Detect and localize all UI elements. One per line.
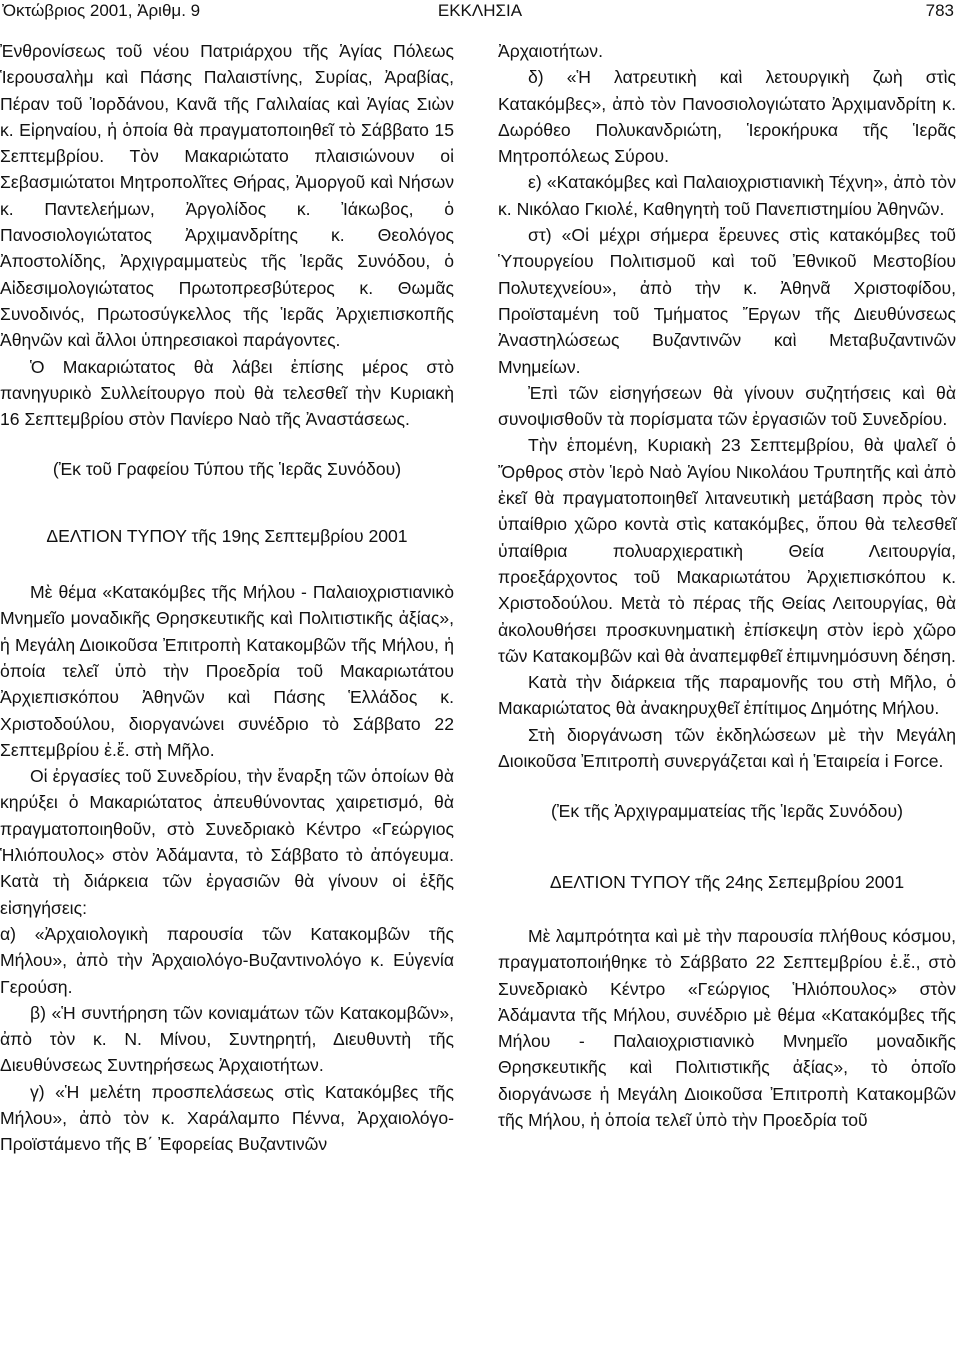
list-item: δ) «Ἡ λατρευτικὴ καὶ λετουργικὴ ζωὴ στὶς Κατακόμβες», ἀπὸ τὸν Πανοσιολογιώτατο Ἀρχιμανδρίτη κ. Δωρόθεο Πολυκανδριώτη, Ἱεροκήρυκα τῆς Ἱερᾶς Μητροπόλεως Σύρου. xyxy=(498,67,956,167)
paragraph: Οἱ ἐργασίες τοῦ Συνεδρίου, τὴν ἔναρξη τῶν ὁποίων θὰ κηρύξει ὁ Μακαριώτατος ἀπευθύνοντας χαιρετισμό, θὰ πραγματοποιηθοῦν, στὸ Συνεδριακὸ Κέντρο «Γεώργιος Ἡλιόπουλος» στὸν Ἀδάμαντα, τὸ Σάββατο τὸ ἀπόγευμα. Κατὰ τὴ διάρκεια τῶν ἐργασιῶν θὰ γίνουν οἱ ἑξῆς εἰσηγήσεις: xyxy=(0,766,454,918)
section-heading: ΔΕΛΤΙΟΝ ΤΥΠΟΥ τῆς 24ης Σεπεμβρίου 2001 xyxy=(549,871,905,892)
list-item: α) «Ἀρχαιολογικὴ παρουσία τῶν Κατακομβῶν τῆς Μήλου», ἀπὸ τὴν Ἀρχαιολόγο-Βυζαντινολόγο κ. Εὐγενία Γερούση. xyxy=(0,923,454,997)
paragraph: Τὴν ἑπομένη, Κυριακὴ 23 Σεπτεμβρίου, θὰ ψαλεῖ ὁ Ὄρθρος στὸν Ἱερὸ Ναὸ Ἁγίου Νικολάου Τρυπητῆς καὶ ἀπὸ ἐκεῖ θὰ πραγματοποιηθεῖ λιτανευτικὴ μετάβαση πρὸς τὸν ὑπαίθριο χῶρο κοντὰ στὶς κατακόμβες, ὅπου θὰ τελεσθεῖ ὑπαίθρια πολυαρχιερατικὴ Θεία Λειτουργία, προεξάρχοντος τοῦ Μακαριωτάτου Ἀρχιεπισκόπου κ. Χριστοδούλου. Μετὰ τὸ πέρας τῆς Θείας Λειτουργίας, θὰ ἀκολουθήσει προσκυνηματικὴ ἐπίσκεψη στὸν ἱερὸ χῶρο τῶν Κατακομβῶν καὶ θὰ ἀναπεμφθεῖ ἐπιμνημόσυνη δέηση. xyxy=(498,435,956,666)
paragraph: Ἐνθρονίσεως τοῦ νέου Πατριάρχου τῆς Ἁγίας Πόλεως Ἱερουσαλὴμ καὶ Πάσης Παλαιστίνης, Συρίας, Ἀραβίας, Πέραν τοῦ Ἰορδάνου, Κανᾶ τῆς Γαλιλαίας καὶ Ἁγίας Σιὼν κ. Εἰρηναίου, ἡ ὁποία θὰ πραγματοποιηθεῖ τὸ Σάββατο 15 Σεπτεμβρίου. Τὸν Μακαριώτατο πλαισιώνουν οἱ Σεβασμιώτατοι Μητροπολῖτες Θήρας, Ἀμοργοῦ καὶ Νήσων κ. Παντελεήμων, Ἀργολίδος κ. Ἰάκωβος, ὁ Πανοσιολογιώτατος Ἀρχιμανδρίτης κ. Θεολόγος Ἀποστολίδης, Ἀρχιγραμματεὺς τῆς Ἱερᾶς Συνόδου, ὁ Αἰδεσιμολογιώτατος Πρωτοπρεσβύτερος κ. Θωμᾶς Συνοδινός, Πρωτοσύγκελλος τῆς Ἱερᾶς Ἀρχιεπισκοπῆς Ἀθηνῶν καὶ ἄλλοι ὑπηρεσιακοὶ παράγοντες. xyxy=(0,41,454,351)
source-signature: (Ἐκ τῆς Ἀρχιγραμματείας τῆς Ἱερᾶς Συνόδου) xyxy=(551,801,903,822)
source-signature: (Ἐκ τοῦ Γραφείου Τύπου τῆς Ἱερᾶς Συνόδου) xyxy=(52,459,402,480)
issue-date: Ὀκτώβριος 2001, Ἀριθμ. 9 xyxy=(2,1,201,20)
paragraph: Στὴ διοργάνωση τῶν ἐκδηλώσεων μὲ τὴν Μεγάλη Διοικοῦσα Ἐπιτροπὴ συνεργάζεται καὶ ἡ Ἑταιρεία i Force. xyxy=(498,724,956,772)
list-item: γ) «Ἡ μελέτη προσπελάσεως στὶς Κατακόμβες τῆς Μήλου», ἀπὸ τὸν κ. Χαράλαμπο Πέννα, Ἀρχαιολόγο-Προϊστάμενο τῆς Β΄ Ἐφορείας Βυζαντινῶν xyxy=(0,1081,454,1155)
paragraph: Ἀρχαιοτήτων. xyxy=(498,41,603,61)
page-header xyxy=(0,0,960,24)
paragraph: Μὲ θέμα «Κατακόμβες τῆς Μήλου - Παλαιοχριστιανικὸ Μνημεῖο μοναδικῆς Θρησκευτικῆς καὶ Πολιτιστικῆς ἀξίας», ἡ Μεγάλη Διοικοῦσα Ἐπιτροπὴ Κατακομβῶν τῆς Μήλου, ἡ ὁποία τελεῖ ὑπὸ τὴν Προεδρία τοῦ Μακαριωτάτου Ἀρχιεπισκόπου Ἀθηνῶν καὶ Πάσης Ἑλλάδος κ. Χριστοδούλου, διοργανώνει συνέδριο τὸ Σάββατο 22 Σεπτεμβρίου ἐ.ἔ. στὴ Μῆλο. xyxy=(0,582,454,760)
journal-title: ΕΚΚΛΗΣΙΑ xyxy=(437,1,523,20)
list-item: β) «Ἡ συντήρηση τῶν κονιαμάτων τῶν Κατακομβῶν», ἀπὸ τὸν κ. Ν. Μίνου, Συντηρητή, Διευθυντὴ τῆς Διευθύνσεως Συντηρήσεως Ἀρχαιοτήτων. xyxy=(0,1002,454,1076)
paragraph: Ὁ Μακαριώτατος θὰ λάβει ἐπίσης μέρος στὸ πανηγυρικὸ Συλλείτουργο ποὺ θὰ τελεσθεῖ τὴν Κυριακὴ 16 Σεπτεμβρίου στὸν Πανίερο Ναὸ τῆς Ἀναστάσεως. xyxy=(0,356,454,430)
left-column xyxy=(0,38,454,1158)
page-number: 783 xyxy=(925,1,954,20)
list-item: στ) «Οἱ μέχρι σήμερα ἔρευνες στὶς κατακόμβες τοῦ Ὑπουργείου Πολιτισμοῦ καὶ τοῦ Ἐθνικοῦ Μεστοβίου Πολυτεχνείου», ἀπὸ τὴν κ. Ἀθηνᾶ Χριστοφίδου, Προϊσταμένη τοῦ Τμήματος Ἔργων τῆς Διευθύνσεως Ἀναστηλώσεως Βυζαντινῶν καὶ Μεταβυζαντινῶν Μνημείων. xyxy=(498,225,956,377)
right-column xyxy=(498,38,956,1133)
paragraph: Κατὰ τὴν διάρκεια τῆς παραμονῆς του στὴ Μῆλο, ὁ Μακαριώτατος θὰ ἀνακηρυχθεῖ ἐπίτιμος Δημότης Μήλου. xyxy=(498,672,956,719)
paragraph: Μὲ λαμπρότητα καὶ μὲ τὴν παρουσία πλήθους κόσμου, πραγματοποιήθηκε τὸ Σάββατο 22 Σεπτεμβρίου ἐ.ἔ., στὸ Συνεδριακὸ Κέντρο «Γεώργιος Ἡλιόπουλος» στὸν Ἀδάμαντα τῆς Μήλου, συνέδριο μὲ θέμα «Κατακόμβες τῆς Μήλου - Παλαιοχριστιανικὸ Μνημεῖο μοναδικῆς Θρησκευτικῆς καὶ Πολιτιστικῆς ἀξίας», τὸ ὁποῖο διοργάνωσε ἡ Μεγάλη Διοικοῦσα Ἐπιτροπὴ Κατακομβῶν τῆς Μήλου, ἡ ὁποία τελεῖ ὑπὸ τὴν Προεδρία τοῦ xyxy=(498,925,956,1130)
section-heading: ΔΕΛΤΙΟΝ ΤΥΠΟΥ τῆς 19ης Σεπτεμβρίου 2001 xyxy=(46,525,408,546)
paragraph: Ἐπὶ τῶν εἰσηγήσεων θὰ γίνουν συζητήσεις καὶ θὰ συνοψισθοῦν τὰ πορίσματα τῶν ἐργασιῶν τοῦ Συνεδρίου. xyxy=(498,382,956,430)
list-item: ε) «Κατακόμβες καὶ Παλαιοχριστιανικὴ Τέχνη», ἀπὸ τὸν κ. Νικόλαο Γκιολέ, Καθηγητὴ τοῦ Πανεπιστημίου Ἀθηνῶν. xyxy=(498,172,956,219)
